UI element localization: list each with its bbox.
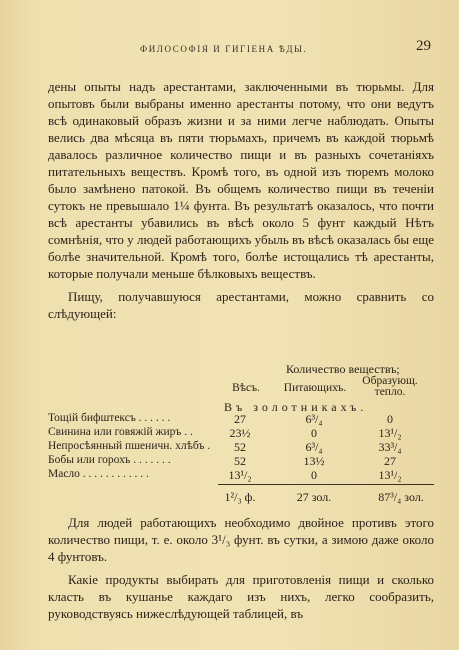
- table-total-rule: [218, 484, 434, 485]
- row-heat: 13¹/₂: [378, 468, 402, 482]
- paragraph-2: Пищу, получавшуюся арестантами, можно сравнить со слѣдующей:: [48, 289, 434, 321]
- row-weight: 27: [234, 412, 246, 426]
- row-heat: 0: [387, 412, 393, 426]
- row-name: Масло . . . . . . . . . . . .: [48, 468, 149, 480]
- row-name: Непросѣянный пшеничн. хлѣбъ .: [48, 440, 211, 452]
- running-title: ФИЛОСОФІЯ И ГИГІЕНА ѢДЫ.: [140, 44, 308, 54]
- table-row: [48, 468, 438, 482]
- row-weight: 52: [234, 454, 246, 468]
- body-text: [48, 78, 434, 322]
- row-weight: 52: [234, 440, 246, 454]
- col-header-heat: Образующ. тепло.: [362, 375, 418, 398]
- total-heat: 87³/₄ зол.: [378, 490, 424, 504]
- row-nutrient: 0: [311, 426, 317, 440]
- total-weight: 1²/₃ ф.: [224, 490, 256, 504]
- page-number: 29: [416, 38, 431, 54]
- table-row: [48, 426, 438, 440]
- table-row: [48, 454, 438, 468]
- table-units: Въ золотникахъ.: [224, 400, 368, 414]
- after-table-text: [48, 514, 434, 628]
- total-nutrient: 27 зол.: [296, 490, 332, 504]
- row-nutrient: 0: [311, 468, 317, 482]
- row-nutrient: 6³/₄: [305, 412, 323, 426]
- row-heat: 13¹/₂: [378, 426, 402, 440]
- row-weight: 13¹/₂: [228, 468, 252, 482]
- row-weight: 23½: [229, 426, 251, 440]
- row-name: Тощій бифштексъ . . . . . .: [48, 412, 171, 424]
- row-name: Бобы или горохъ . . . . . . .: [48, 454, 171, 466]
- table-row: [48, 412, 438, 426]
- table-group-header: Количество веществъ;: [286, 362, 400, 376]
- paragraph-3: Для людей работающихъ необходимо двойное противъ этого количество пищи, т. е. около 3¹/₃ фунт. въ сутки, а зимою даже около 4 фунтовъ.: [48, 515, 434, 564]
- row-nutrient: 6³/₄: [305, 440, 323, 454]
- paragraph-1: дены опыты надъ арестантами, заключенными въ тюрьмы. Для опытовъ были выбраны именно арестанты потому, что они ведутъ всѣ одинаковый образъ жизни и за ними легче наблюдать. Опыты велись два мѣсяца въ пяти тюрьмахъ, причемъ въ каждой тюрьмѣ давалось различное количество пищи и въ разныхъ сочетаніяхъ питательныхъ веществъ. Кромѣ того, въ одной изъ тюремъ молоко было замѣнено патокой. Въ общемъ количество пищи въ теченіи сутокъ не превышало 1¼ фунта. Въ результатѣ оказалось, что почти всѣ арестанты убавились въ вѣсѣ около 5 фунт каждый Нѣтъ сомнѣнія, что у людей работающихъ убыль въ вѣсѣ оказалась бы еще болѣе значительной. Кромѣ того, болѣе истощались тѣ арестанты, которые получали меньше бѣлковыхъ веществъ.: [48, 79, 434, 281]
- col-header-weight: Вѣсъ.: [232, 382, 260, 394]
- row-heat: 33³/₄: [378, 440, 402, 454]
- row-heat: 27: [384, 454, 396, 468]
- col-header-nutrient: Питающихъ.: [283, 382, 347, 394]
- table-totals-row: [48, 490, 438, 504]
- row-name: Свинина или говяжій жиръ . .: [48, 426, 193, 438]
- row-nutrient: 13½: [303, 454, 325, 468]
- paragraph-4: Какіе продукты выбирать для приготовленія пищи и сколько класть въ кушанье каждаго изъ нихъ, легко сообразить, руководствуясь нижеслѣдующей таблицей, въ: [48, 572, 434, 621]
- table-row: [48, 440, 438, 454]
